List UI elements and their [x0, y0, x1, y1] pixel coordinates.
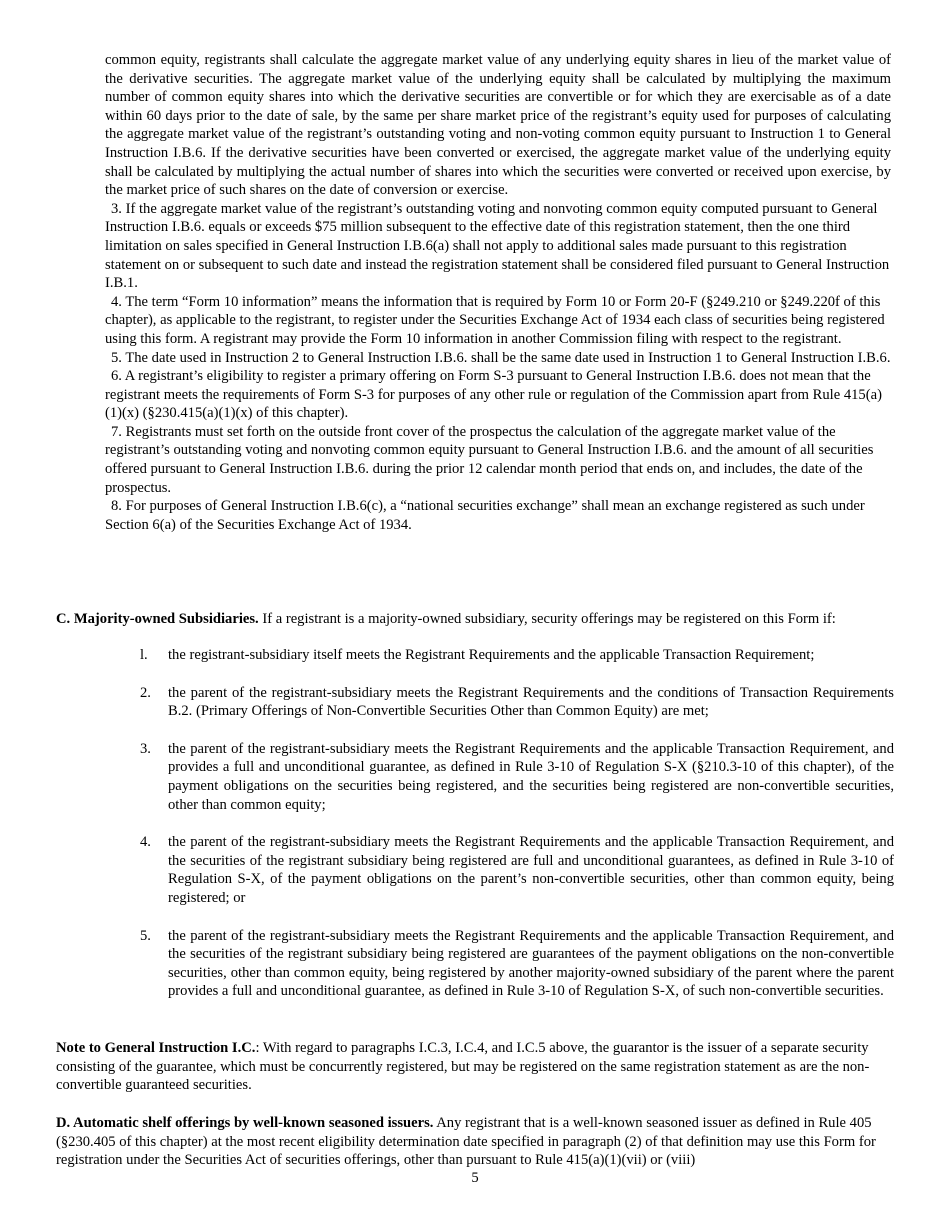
list-item-text: the parent of the registrant-subsidiary meets the Registrant Requirements and the conditions of Transaction Requirements B.2. (Primary Offerings of Non-Convertible Securities Other than Common Equity) are met; — [168, 684, 894, 720]
list-item-number: 2. — [140, 684, 151, 701]
list-item — [0, 684, 950, 721]
instruction-5: 5. The date used in Instruction 2 to General Instruction I.B.6. shall be the same date used in Instruction 1 to General Instruction I.B.6. — [111, 349, 891, 366]
list-item-number: 3. — [140, 740, 151, 757]
list-item-text: the parent of the registrant-subsidiary meets the Registrant Requirements and the applicable Transaction Requirement, and the securities of the registrant subsidiary being registered are guarantees of the payment obligations on the non-convertible securities, other than common equity, being registered by another majority-owned subsidiary of the parent where the parent provides a full and unconditional guarantee, as defined in Rule 3-10 of Regulation S-X, of such non-convertible securities. — [168, 927, 894, 1000]
section-d-text: Any registrant that is a well-known seasoned issuer as defined in Rule 405 (§230.405 of this chapter) at the most recent eligibility determination date specified in paragraph (2) of that definition may use this Form for registration under the Securities Act of securities offerings, other than pursuant to Rule 415(a)(1)(vii) or (viii) — [56, 1115, 876, 1169]
list-item-number: 4. — [140, 834, 151, 851]
section-c-list — [0, 646, 950, 1020]
list-item-text: the parent of the registrant-subsidiary meets the Registrant Requirements and the applicable Transaction Requirement, and the securities of the registrant subsidiary being registered are full and unconditional guarantees, as defined in Rule 3-10 of Regulation S-X, of the payment obligations on the parent’s non-convertible securities, other than common equity, being registered; or — [168, 834, 894, 906]
note-text: : With regard to paragraphs I.C.3, I.C.4, and I.C.5 above, the guarantor is the issuer of a separate security consisting of the guarantee, which must be concurrently registered, but may be registered on the same registration statement as are the non-convertible guaranteed securities. — [56, 1040, 870, 1094]
list-item — [0, 927, 950, 1001]
page-number: 5 — [471, 1170, 479, 1186]
instructions-block — [105, 51, 891, 534]
list-item — [0, 833, 950, 907]
section-c-heading: C. Majority-owned Subsidiaries. — [56, 611, 259, 627]
section-d-heading: D. Automatic shelf offerings by well-known seasoned issuers. — [56, 1115, 434, 1131]
list-item-number: 5. — [140, 927, 151, 944]
section-d — [56, 1114, 892, 1170]
list-item-text: the registrant-subsidiary itself meets the Registrant Requirements and the applicable Transaction Requirement; — [168, 647, 815, 663]
instruction-8: 8. For purposes of General Instruction I.B.6(c), a “national securities exchange” shall mean an exchange registered as such under Section 6(a) of the Securities Exchange Act of 1934. — [105, 498, 865, 533]
continuation-paragraph: common equity, registrants shall calculate the aggregate market value of any underlying equity shares in lieu of the market value of the derivative securities. The aggregate market value of the underlying equity shall be calculated by multiplying the maximum number of common equity shares into which the derivative securities are convertible or for which they are exercisable as of a date within 60 days prior to the date of sale, by the same per share market price of the registrant’s equity used for purposes of calculating the aggregate market value of the registrant’s outstanding voting and non-voting common equity pursuant to Instruction 1 to General Instruction I.B.6. If the derivative securities have been converted or exercised, the aggregate market value of the underlying equity shall be calculated by multiplying the actual number of shares into which the securities were converted or received upon exercise, by the market price of such shares on the date of conversion or exercise. — [105, 52, 891, 199]
section-c-intro — [56, 610, 892, 629]
list-item — [0, 740, 950, 814]
note-heading: Note to General Instruction I.C. — [56, 1040, 256, 1056]
section-c-intro-text: If a registrant is a majority-owned subsidiary, security offerings may be registered on this Form if: — [258, 611, 836, 627]
instruction-6: 6. A registrant’s eligibility to register a primary offering on Form S-3 pursuant to General Instruction I.B.6. does not mean that the registrant meets the requirements of Form S-3 for purposes of any other rule or regulation of the Commission apart from Rule 415(a)(1)(x) (§230.415(a)(1)(x) of this chapter). — [105, 368, 882, 422]
list-item-text: the parent of the registrant-subsidiary meets the Registrant Requirements and the applicable Transaction Requirement, and provides a full and unconditional guarantee, as defined in Rule 3-10 of Regulation S-X (§210.3-10 of this chapter), of the payment obligations on the securities being registered, and the securities being registered are non-convertible securities, other than common equity; — [168, 740, 894, 813]
list-item — [0, 646, 950, 665]
instruction-3: 3. If the aggregate market value of the registrant’s outstanding voting and nonvoting common equity computed pursuant to General Instruction I.B.6. equals or exceeds $75 million subsequent to the effective date of this registration statement, then the one third limitation on sales specified in General Instruction I.B.6(a) shall not apply to additional sales made pursuant to this registration statement on or subsequent to such date and instead the registration statement shall be considered filed pursuant to General Instruction I.B.1. — [105, 200, 890, 292]
instruction-7: 7. Registrants must set forth on the outside front cover of the prospectus the calculation of the aggregate market value of the registrant’s outstanding voting and nonvoting common equity pursuant to General Instruction I.B.6. and the amount of all securities offered pursuant to General Instruction I.B.6. during the prior 12 calendar month period that ends on, and includes, the date of the prospectus. — [105, 423, 874, 496]
list-item-number: l. — [140, 647, 148, 663]
note-general-instruction-ic — [56, 1039, 892, 1095]
instruction-4: 4. The term “Form 10 information” means the information that is required by Form 10 or Form 20-F (§249.210 or §249.220f of this chapter), as applicable to the registrant, to register under the Securities Exchange Act of 1934 each class of securities being registered using this form. A registrant may provide the Form 10 information in another Commission filing with respect to the registrant. — [105, 293, 885, 347]
